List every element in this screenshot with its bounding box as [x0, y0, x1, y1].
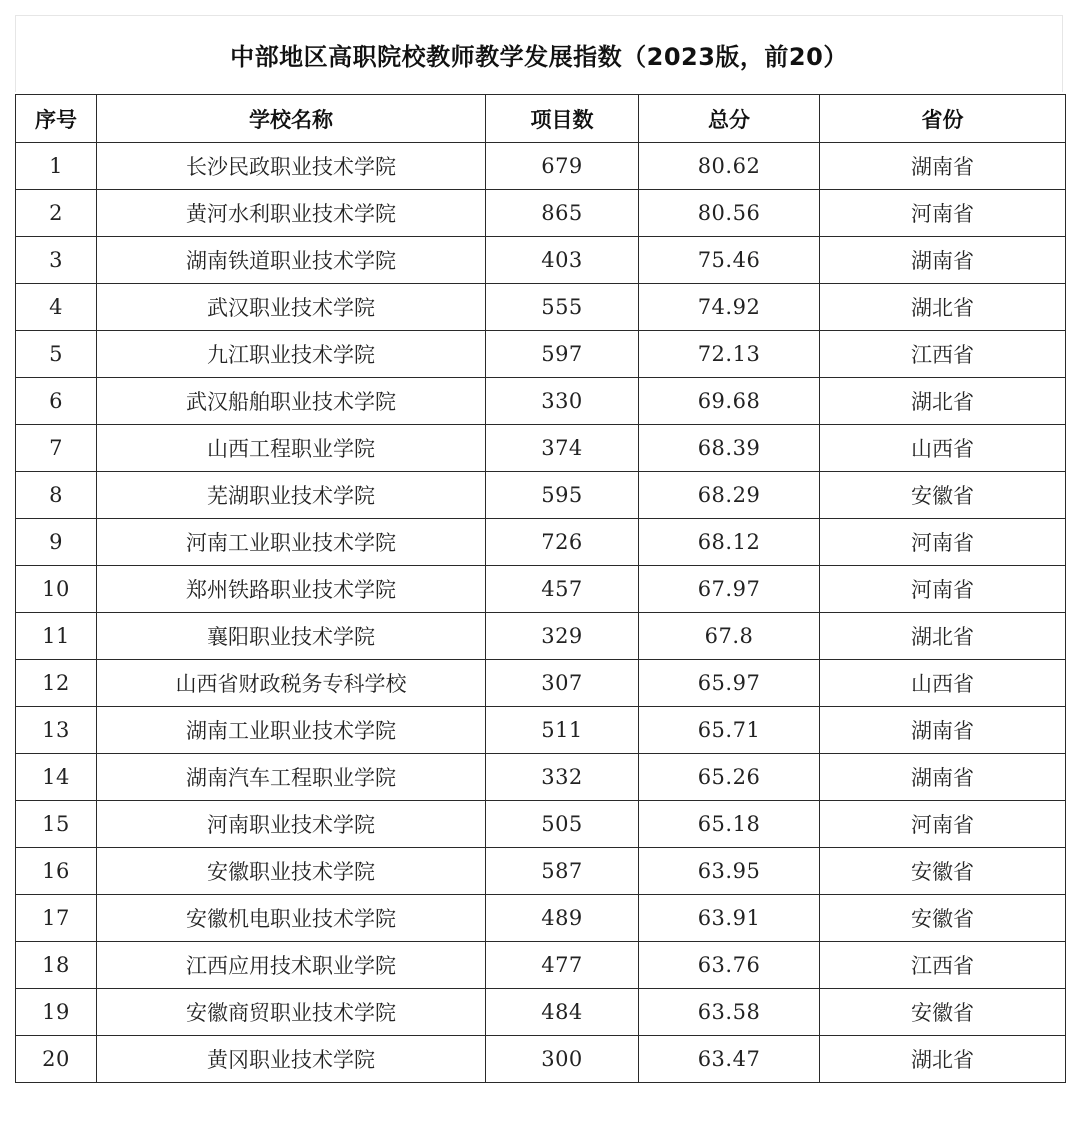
header-school: 学校名称: [97, 95, 486, 143]
cell-school: 山西省财政税务专科学校: [97, 660, 486, 707]
cell-rank: 5: [16, 331, 97, 378]
cell-province: 安徽省: [820, 848, 1066, 895]
cell-rank: 19: [16, 989, 97, 1036]
cell-score: 80.56: [639, 190, 820, 237]
cell-score: 72.13: [639, 331, 820, 378]
table-body: [16, 143, 1066, 1083]
cell-province: 安徽省: [820, 472, 1066, 519]
cell-projects: 307: [486, 660, 639, 707]
cell-projects: 595: [486, 472, 639, 519]
table-row: [16, 284, 1066, 331]
cell-score: 67.97: [639, 566, 820, 613]
cell-rank: 11: [16, 613, 97, 660]
cell-score: 80.62: [639, 143, 820, 190]
table-row: [16, 707, 1066, 754]
cell-province: 山西省: [820, 660, 1066, 707]
table-row: [16, 519, 1066, 566]
cell-score: 74.92: [639, 284, 820, 331]
cell-school: 安徽商贸职业技术学院: [97, 989, 486, 1036]
cell-score: 65.97: [639, 660, 820, 707]
table-header-row: [16, 95, 1066, 143]
cell-projects: 329: [486, 613, 639, 660]
cell-projects: 484: [486, 989, 639, 1036]
table-row: [16, 660, 1066, 707]
cell-province: 安徽省: [820, 989, 1066, 1036]
table-row: [16, 143, 1066, 190]
cell-province: 河南省: [820, 801, 1066, 848]
cell-projects: 865: [486, 190, 639, 237]
cell-projects: 403: [486, 237, 639, 284]
cell-projects: 374: [486, 425, 639, 472]
cell-school: 长沙民政职业技术学院: [97, 143, 486, 190]
cell-projects: 511: [486, 707, 639, 754]
cell-projects: 505: [486, 801, 639, 848]
table-row: [16, 1036, 1066, 1083]
cell-rank: 4: [16, 284, 97, 331]
cell-school: 黄冈职业技术学院: [97, 1036, 486, 1083]
cell-province: 河南省: [820, 519, 1066, 566]
cell-score: 63.47: [639, 1036, 820, 1083]
header-score: 总分: [639, 95, 820, 143]
cell-school: 九江职业技术学院: [97, 331, 486, 378]
table-row: [16, 801, 1066, 848]
cell-score: 63.58: [639, 989, 820, 1036]
cell-rank: 3: [16, 237, 97, 284]
table-row: [16, 472, 1066, 519]
cell-rank: 6: [16, 378, 97, 425]
cell-rank: 8: [16, 472, 97, 519]
cell-school: 襄阳职业技术学院: [97, 613, 486, 660]
table-row: [16, 613, 1066, 660]
cell-score: 65.18: [639, 801, 820, 848]
cell-projects: 555: [486, 284, 639, 331]
cell-projects: 330: [486, 378, 639, 425]
cell-projects: 457: [486, 566, 639, 613]
cell-score: 65.71: [639, 707, 820, 754]
table-row: [16, 989, 1066, 1036]
cell-school: 山西工程职业学院: [97, 425, 486, 472]
cell-score: 67.8: [639, 613, 820, 660]
cell-projects: 332: [486, 754, 639, 801]
header-rank: 序号: [16, 95, 97, 143]
cell-projects: 477: [486, 942, 639, 989]
cell-score: 68.12: [639, 519, 820, 566]
cell-school: 湖南铁道职业技术学院: [97, 237, 486, 284]
cell-province: 湖北省: [820, 613, 1066, 660]
cell-rank: 13: [16, 707, 97, 754]
cell-score: 68.39: [639, 425, 820, 472]
cell-school: 安徽职业技术学院: [97, 848, 486, 895]
cell-rank: 12: [16, 660, 97, 707]
cell-school: 芜湖职业技术学院: [97, 472, 486, 519]
cell-province: 江西省: [820, 942, 1066, 989]
cell-projects: 489: [486, 895, 639, 942]
cell-score: 68.29: [639, 472, 820, 519]
cell-projects: 679: [486, 143, 639, 190]
cell-school: 湖南工业职业技术学院: [97, 707, 486, 754]
cell-projects: 587: [486, 848, 639, 895]
cell-rank: 7: [16, 425, 97, 472]
cell-school: 郑州铁路职业技术学院: [97, 566, 486, 613]
cell-rank: 16: [16, 848, 97, 895]
cell-school: 河南职业技术学院: [97, 801, 486, 848]
cell-province: 安徽省: [820, 895, 1066, 942]
cell-rank: 9: [16, 519, 97, 566]
cell-score: 63.91: [639, 895, 820, 942]
cell-rank: 1: [16, 143, 97, 190]
table-row: [16, 425, 1066, 472]
header-province: 省份: [820, 95, 1066, 143]
cell-rank: 18: [16, 942, 97, 989]
cell-province: 河南省: [820, 190, 1066, 237]
table-row: [16, 895, 1066, 942]
cell-projects: 300: [486, 1036, 639, 1083]
cell-province: 湖北省: [820, 1036, 1066, 1083]
cell-rank: 20: [16, 1036, 97, 1083]
table-row: [16, 190, 1066, 237]
header-projects: 项目数: [486, 95, 639, 143]
cell-province: 河南省: [820, 566, 1066, 613]
cell-school: 武汉船舶职业技术学院: [97, 378, 486, 425]
cell-province: 湖南省: [820, 754, 1066, 801]
table-row: [16, 566, 1066, 613]
page-title: 中部地区高职院校教师教学发展指数（2023版，前20）: [230, 42, 848, 71]
cell-score: 63.95: [639, 848, 820, 895]
cell-school: 河南工业职业技术学院: [97, 519, 486, 566]
table-row: [16, 942, 1066, 989]
title-box: [15, 15, 1063, 92]
cell-score: 69.68: [639, 378, 820, 425]
table-row: [16, 848, 1066, 895]
cell-school: 江西应用技术职业学院: [97, 942, 486, 989]
cell-province: 湖南省: [820, 707, 1066, 754]
cell-school: 湖南汽车工程职业学院: [97, 754, 486, 801]
cell-score: 63.76: [639, 942, 820, 989]
cell-school: 安徽机电职业技术学院: [97, 895, 486, 942]
cell-score: 75.46: [639, 237, 820, 284]
cell-score: 65.26: [639, 754, 820, 801]
cell-school: 武汉职业技术学院: [97, 284, 486, 331]
cell-rank: 2: [16, 190, 97, 237]
cell-province: 湖南省: [820, 237, 1066, 284]
cell-school: 黄河水利职业技术学院: [97, 190, 486, 237]
ranking-table: [15, 94, 1066, 1083]
cell-rank: 10: [16, 566, 97, 613]
table-row: [16, 331, 1066, 378]
cell-province: 江西省: [820, 331, 1066, 378]
cell-province: 湖北省: [820, 284, 1066, 331]
cell-province: 湖南省: [820, 143, 1066, 190]
cell-rank: 15: [16, 801, 97, 848]
cell-province: 湖北省: [820, 378, 1066, 425]
cell-projects: 597: [486, 331, 639, 378]
cell-projects: 726: [486, 519, 639, 566]
table-row: [16, 378, 1066, 425]
cell-rank: 14: [16, 754, 97, 801]
cell-province: 山西省: [820, 425, 1066, 472]
cell-rank: 17: [16, 895, 97, 942]
table-row: [16, 754, 1066, 801]
table-row: [16, 237, 1066, 284]
